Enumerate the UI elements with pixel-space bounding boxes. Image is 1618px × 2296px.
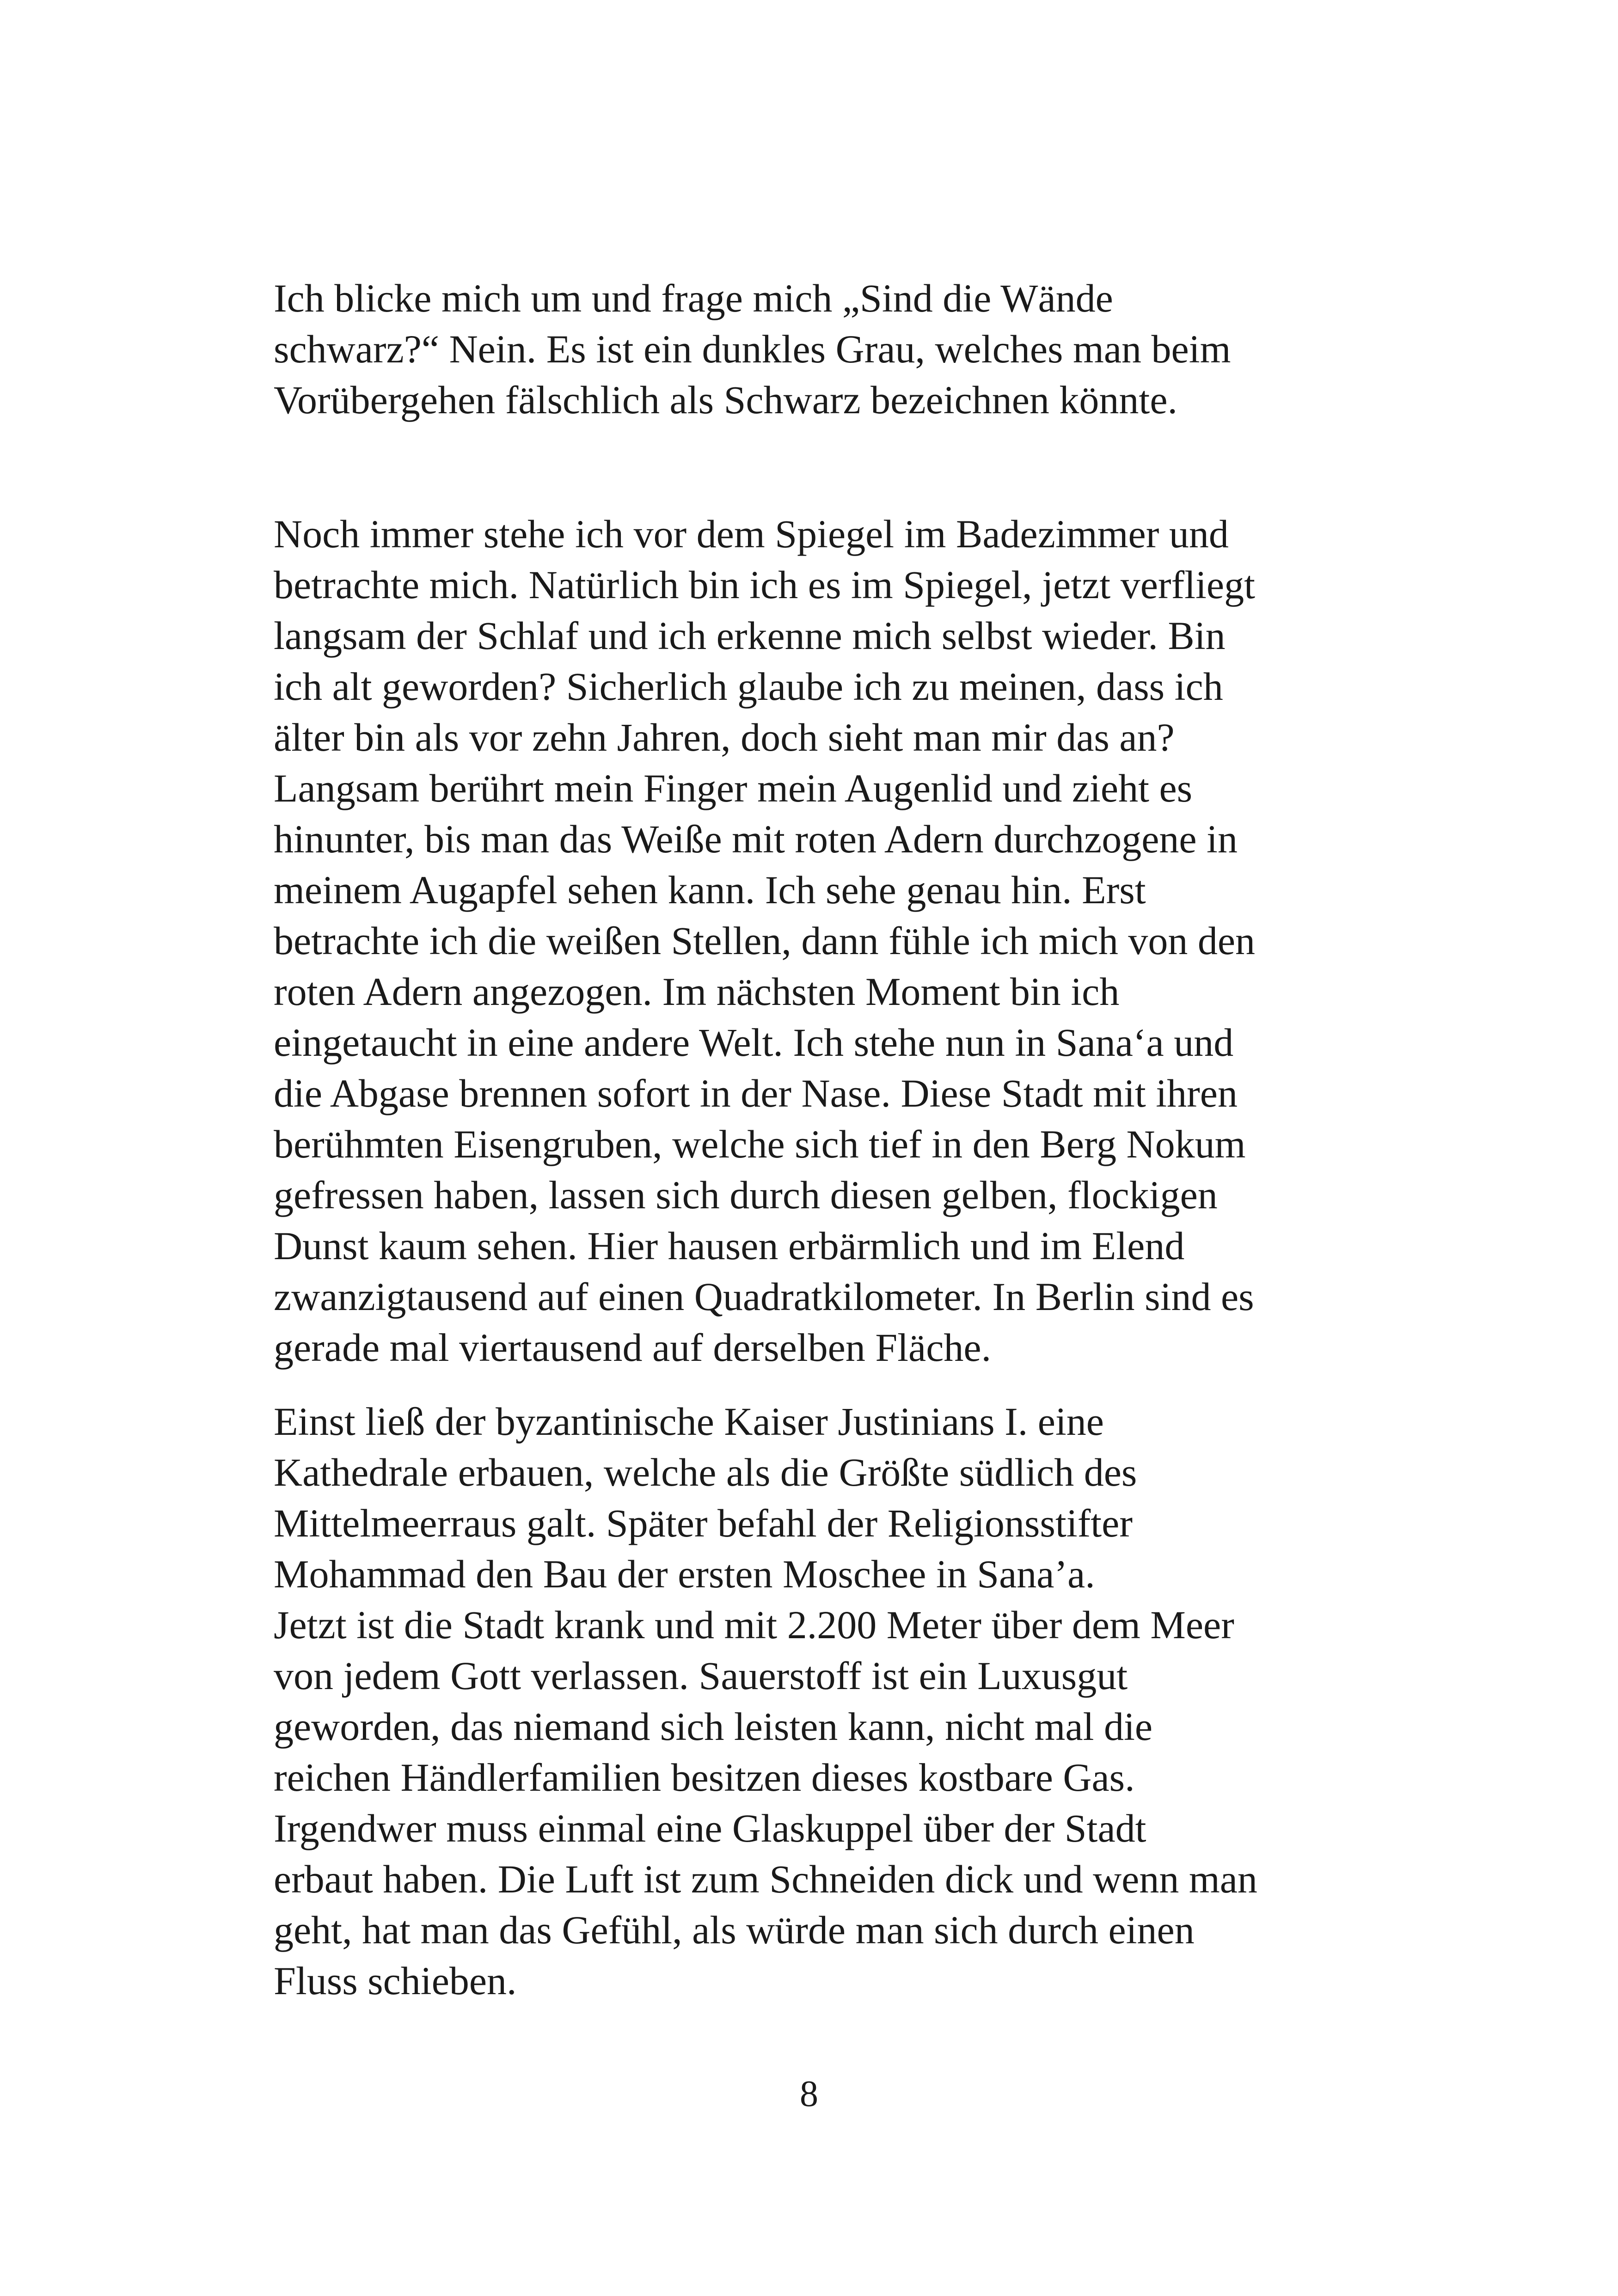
text-line: betrachte ich die weißen Stellen, dann fühle ich mich von den — [274, 918, 1255, 963]
text-line: gefressen haben, lassen sich durch diesen gelben, flockigen — [274, 1173, 1218, 1217]
text-line: Jetzt ist die Stadt krank und mit 2.200 Meter über dem Meer — [274, 1603, 1234, 1647]
text-line: Mittelmeerraus galt. Später befahl der Religionsstifter — [274, 1501, 1133, 1545]
text-line: hinunter, bis man das Weiße mit roten Adern durchzogene in — [274, 817, 1238, 861]
text-line: geht, hat man das Gefühl, als würde man sich durch einen — [274, 1908, 1195, 1952]
text-line: Langsam berührt mein Finger mein Augenlid und zieht es — [274, 766, 1193, 810]
text-line: zwanzigtausend auf einen Quadratkilometer. In Berlin sind es — [274, 1274, 1254, 1319]
text-line: gerade mal viertausend auf derselben Fläche. — [274, 1325, 992, 1370]
paragraph — [274, 1396, 1351, 1599]
paragraph — [274, 1599, 1351, 2006]
text-line: von jedem Gott verlassen. Sauerstoff ist ein Luxusgut — [274, 1653, 1128, 1698]
text-line: Fluss schieben. — [274, 1959, 517, 2003]
text-line: ich alt geworden? Sicherlich glaube ich zu meinen, dass ich — [274, 664, 1223, 709]
text-line: roten Adern angezogen. Im nächsten Moment bin ich — [274, 969, 1120, 1014]
text-line: langsam der Schlaf und ich erkenne mich selbst wieder. Bin — [274, 613, 1226, 658]
text-line: erbaut haben. Die Luft ist zum Schneiden dick und wenn man — [274, 1857, 1257, 1901]
text-line: Einst ließ der byzantinische Kaiser Justinians I. eine — [274, 1399, 1104, 1444]
text-line: eingetaucht in eine andere Welt. Ich stehe nun in Sana‘a und — [274, 1020, 1234, 1065]
text-line: reichen Händlerfamilien besitzen dieses kostbare Gas. — [274, 1755, 1135, 1800]
text-line: Ich blicke mich um und frage mich „Sind die Wände — [274, 276, 1113, 320]
text-line: Dunst kaum sehen. Hier hausen erbärmlich und im Elend — [274, 1224, 1185, 1268]
text-line: Vorübergehen fälschlich als Schwarz bezeichnen könnte. — [274, 378, 1177, 422]
paragraph — [274, 508, 1351, 1373]
text-line: geworden, das niemand sich leisten kann, nicht mal die — [274, 1704, 1153, 1749]
text-line: Mohammad den Bau der ersten Moschee in Sana’a. — [274, 1552, 1095, 1596]
text-line: die Abgase brennen sofort in der Nase. Diese Stadt mit ihren — [274, 1071, 1238, 1115]
text-line: meinem Augapfel sehen kann. Ich sehe genau hin. Erst — [274, 868, 1146, 912]
text-line: Kathedrale erbauen, welche als die Größte südlich des — [274, 1450, 1137, 1494]
text-line: Noch immer stehe ich vor dem Spiegel im Badezimmer und — [274, 512, 1229, 556]
page-number: 8 — [800, 2074, 818, 2114]
text-line: betrachte mich. Natürlich bin ich es im Spiegel, jetzt verfliegt — [274, 563, 1255, 607]
text-line: schwarz?“ Nein. Es ist ein dunkles Grau, welches man beim — [274, 327, 1231, 371]
paragraph — [274, 273, 1351, 425]
text-line: älter bin als vor zehn Jahren, doch sieht man mir das an? — [274, 715, 1175, 759]
text-line: Irgendwer muss einmal eine Glaskuppel über der Stadt — [274, 1806, 1146, 1850]
text-line: berühmten Eisengruben, welche sich tief in den Berg Nokum — [274, 1122, 1246, 1166]
